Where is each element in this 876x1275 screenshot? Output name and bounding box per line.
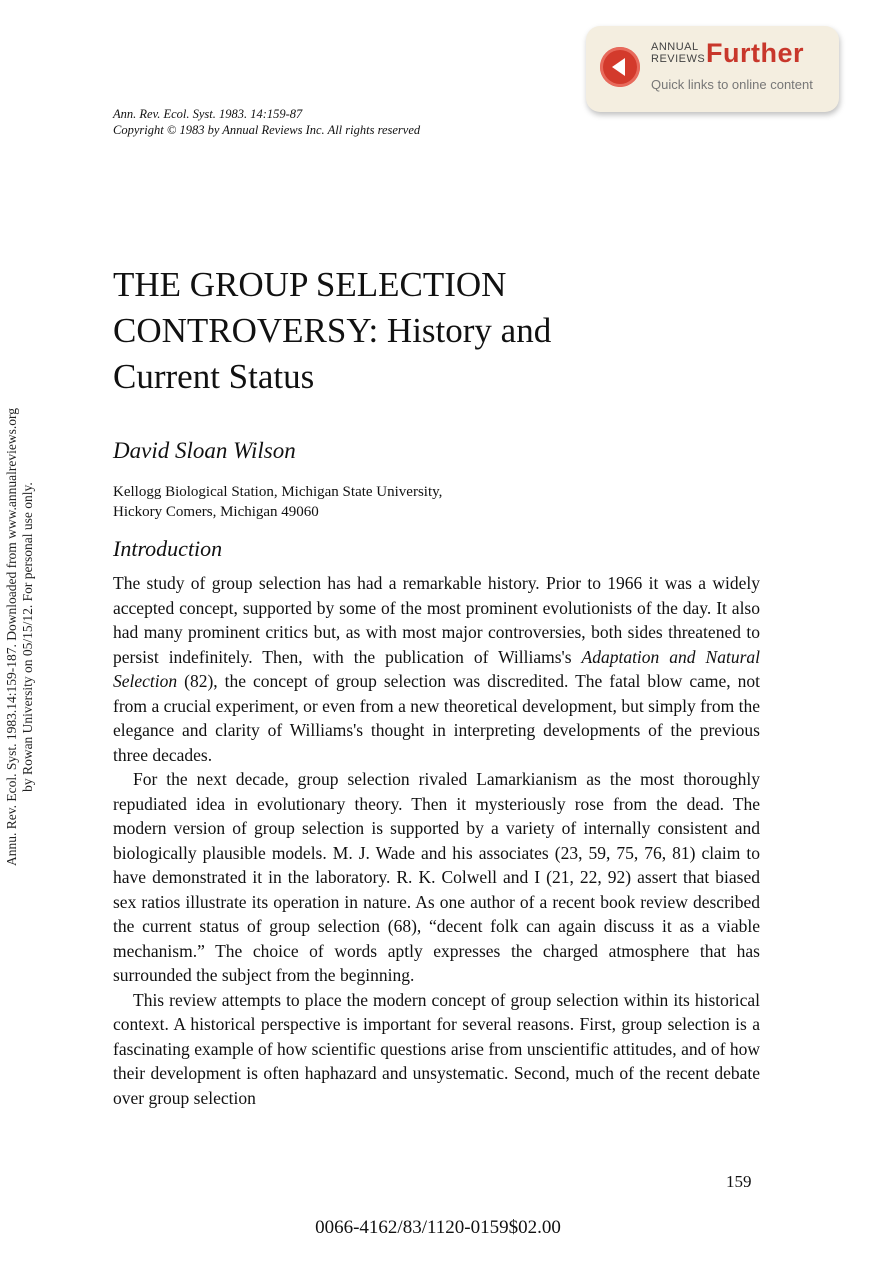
download-notice-line-2: by Rowan University on 05/15/12. For personal use only.	[20, 482, 35, 792]
journal-citation	[113, 106, 420, 138]
brand-annual: ANNUAL	[651, 41, 699, 53]
section-heading: Introduction	[113, 536, 223, 561]
paragraph-3: This review attempts to place the modern concept of group selection within its historical context. A historical perspective is important for several reasons. First, group selection is a fascinating example of how scientific questions arise from unscientific attitudes, and of how their development is often haphazard and unsystematic. Second, much of the recent debate over group selection	[113, 989, 760, 1108]
brand-reviews: REVIEWS	[651, 53, 706, 65]
play-back-icon[interactable]	[600, 47, 640, 87]
title-line-3: Current Status	[113, 357, 315, 396]
citation-line-2: Copyright © 1983 by Annual Reviews Inc. All rights reserved	[113, 123, 421, 137]
paragraph-1-text-b: (82), the concept of group selection was discredited. The fatal blow came, not from a crucial experiment, or even from a new theoretical development, but simply from the elegance and clarity of Williams's thought in interpreting developments of the previous three decades.	[113, 671, 760, 765]
article-title	[113, 262, 753, 400]
title-line-1: THE GROUP SELECTION	[113, 265, 507, 304]
affiliation-line-1: Kellogg Biological Station, Michigan State University,	[113, 484, 443, 500]
title-line-2-rest: : History and	[368, 311, 552, 350]
affiliation-line-2: Hickory Comers, Michigan 49060	[113, 504, 319, 520]
brand-further: Further	[706, 38, 804, 68]
cited-book-title: Adaptation and Natural Selection	[113, 646, 760, 691]
paragraph-1-text-a: The study of group selection has had a remarkable history. Prior to 1966 it was a widely accepted concept, supported by some of the most prominent evolutionists of the day. It also had many prominent critics but, as with most major controversies, both sides threatened to persist indefinitely. Then, with the publication of Williams's	[113, 573, 760, 667]
paragraph-2: For the next decade, group selection rivaled Lamarkianism as the most thoroughly repudiated idea in evolutionary theory. Then it mysteriously rose from the dead. The modern version of group selection is supported by a variety of internally consistent and biologically plausible models. M. J. Wade and his associates (23, 59, 75, 76, 81) claim to have demonstrated it in the laboratory. R. K. Colwell and I (21, 22, 92) assert that biased sex ratios illustrate its operation in nature. As one author of a recent book review described the current status of group selection (68), “decent folk can again discuss it as a viable mechanism.” The choice of words aptly expresses the charged atmosphere that has surrounded the subject from the beginning.	[113, 769, 760, 985]
annual-reviews-further-badge[interactable]	[586, 26, 839, 112]
article-body	[113, 571, 760, 1110]
author-name: David Sloan Wilson	[113, 438, 296, 463]
download-notice	[0, 350, 40, 924]
paragraph-1	[113, 571, 760, 767]
title-line-2-caps: CONTROVERSY	[113, 311, 369, 350]
badge-tagline[interactable]: Quick links to online content	[651, 77, 813, 92]
price-code: 0066-4162/83/1120-0159$02.00	[315, 1217, 561, 1238]
author-affiliation	[113, 482, 442, 522]
brand-annual-reviews	[651, 41, 705, 65]
citation-line-1: Ann. Rev. Ecol. Syst. 1983. 14:159-87	[113, 107, 303, 121]
page-number: 159	[726, 1172, 752, 1191]
download-notice-line-1: Annu. Rev. Ecol. Syst. 1983.14:159-187. Downloaded from www.annualreviews.org	[4, 407, 19, 867]
